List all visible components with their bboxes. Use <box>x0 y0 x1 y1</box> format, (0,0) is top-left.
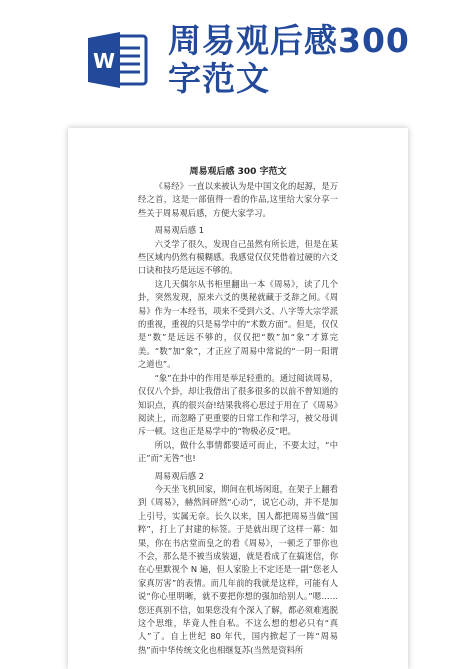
word-doc-icon <box>86 28 150 92</box>
paragraph: “象”在卦中的作用是举足轻重的。通过阅读周易，仅仅八个卦，却让我借出了很多很多的以前不曾知道的知识点，真的很兴奋!结果我将心思过于用在了《周易》阅读上，而忽略了更重要的日常工作和学习，被父母训斥一顿。这也正是易学中的“物极必反”吧。 <box>138 372 338 437</box>
word-icon-letter: W <box>92 49 116 73</box>
paragraph-intro: 《易经》一直以来被认为是中国文化的起源，是万经之首，这是一部值得一看的作品,这里给大家分享一些关于周易观后感，方便大家学习。 <box>138 181 338 218</box>
section-heading-1: 周易观后感 1 <box>154 225 204 236</box>
banner-title-line2: 字范文 <box>168 59 270 98</box>
paragraph: 所以，做什么事情都要适可而止，不要太过，“中正”而“无咎”也! <box>138 439 338 464</box>
banner-title-line1: 周易观后感300 <box>168 21 410 60</box>
document-body <box>138 180 338 657</box>
paragraph: 六爻学了很久，发现自己虽然有所长进，但是在某些区域内仍然有模糊感。我感觉仅仅凭借着过硬的六爻口诀和技巧是远远不够的。 <box>138 238 338 276</box>
banner <box>0 0 474 115</box>
document-title: 周易观后感 300 字范文 <box>189 167 287 177</box>
paragraph: 今天坐飞机回家，期间在机场闲逛，在架子上翻看到《周易》，赫然间砰然“心动”，说它心动，并不是加上引号，实属无奈。长久以来，国人都把周易当做“国粹”，打上了封建的标签。于是就出现了这样一幕：如果，你在书店堂而皇之的看《周易》，一顿乏了罪你也不会，那么是不被当成装逼，就是看成了在搞迷信，你在心里默视个 N 遍，但人家脸上不定还是一副“您老人家真厉害”的表情。而几年前的我就是这样，可能有人说“你心里明晰，就不要把你想的强加给别人。”嗯……您还真别不信，如果您没有个深入了解，都必须难逃脱这个思维，毕竟人性自私。不这么想的想必只有“真人”了。自上世纪 80 年代，国内掀起了一阵“周易热”而中华传统文化也相继复苏(当然是资料所 <box>138 483 338 655</box>
paragraph: 这几天偶尔从书柜里翻出一本《周易》，读了几个卦，突然发现，原来六爻的奥秘就藏于爻辞之间。《周易》作为一本经书，项来不受到六爻、八字等大宗学派的重视，重视的只是易学中的“术数方面”。但是，仅仅是“数”是远远不够的，仅仅把“数”加“象”才算完美。“数”加“象”，才正应了周易中常说的“一阴一阳谓之道也”。 <box>138 278 338 370</box>
banner-title <box>168 22 410 98</box>
section-heading-2: 周易观后感 2 <box>154 470 204 481</box>
